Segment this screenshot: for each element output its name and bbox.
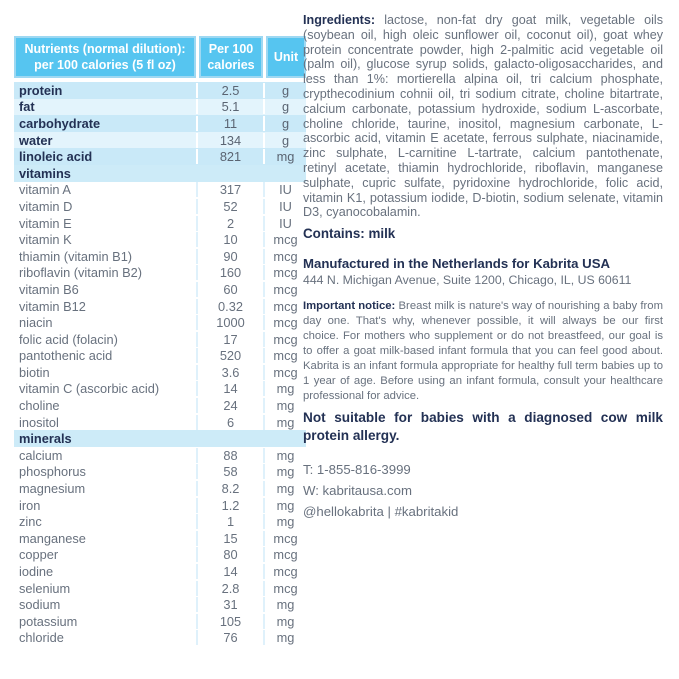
nutrient-unit: mg	[263, 464, 306, 479]
nutrient-name: vitamin A	[19, 182, 71, 198]
nutrient-name: vitamin B6	[19, 281, 79, 297]
nutrient-unit: mcg	[263, 232, 306, 247]
nutrient-name: protein	[19, 82, 63, 98]
nutrient-value: 90	[196, 249, 263, 264]
nutrient-unit: g	[263, 99, 306, 114]
nutrient-value: 1.2	[196, 498, 263, 513]
nutrient-row	[14, 381, 306, 398]
contact-block	[303, 459, 663, 522]
nutrient-unit: mg	[263, 597, 306, 612]
nutrient-unit: mg	[263, 614, 306, 629]
nutrient-unit: mcg	[263, 365, 306, 380]
nutrient-unit: mcg	[263, 249, 306, 264]
nutrient-value: 134	[196, 133, 263, 148]
ingredients-paragraph	[303, 13, 663, 220]
nutrient-name: pantothenic acid	[19, 348, 113, 364]
nutrient-name: iron	[19, 497, 41, 513]
ingredients-text: lactose, non-fat dry goat milk, vegetable oils (soybean oil, high oleic sunflower oil, coconut oil), goat whey protein concentrate powder, high 2-palmitic acid vegetable oil (palm oil), glucose syrup solids, galacto-oligosaccharides, and less than 1%: mortierella alpina oil, tri calcium phosphate, crypthecodinium cohnii oil, tri sodium citrate, choline bitartrate, calcium carbonate, potassium hydroxide, sodium L-ascorbate, choline chloride, taurine, inositol, magnesium carbonate, L-ascorbic acid, vitamin E acetate, ferrous sulphate, niacinamide, zinc sulphate, L-carnitine L-tartrate, calcium pantothenate, retinyl acetate, thiamin hydrochloride, riboflavin, manganese sulphate, cupric sulfate, pyridoxine hydrochloride, folic acid, vitamin K1, potassium iodide, D-biotin, sodium selenate, vitamin D3, cyanocobalamin.	[303, 13, 664, 220]
nutrient-name: thiamin (vitamin B1)	[19, 248, 133, 264]
nutrient-name: calcium	[19, 447, 63, 463]
nutrient-name: sodium	[19, 597, 61, 613]
nutrient-value: 8.2	[196, 481, 263, 496]
nutrient-row	[14, 397, 306, 414]
header-unit-column: Unit	[266, 36, 306, 78]
nutrient-value: 14	[196, 381, 263, 396]
right-text-column	[303, 13, 663, 522]
nutrient-value: 2	[196, 216, 263, 231]
nutrient-unit: mg	[263, 398, 306, 413]
important-notice-text: Breast milk is nature's way of nourishing a baby from day one. That's why, whenever possible, it will always be our first choice. For mothers who supplement or do not breastfeed, our goal is to offer a goat milk-based infant formula that you can feel good about. Kabrita is an infant formula appropriate for healthy full term babies up to 1 year of age. Before using an infant formula, consult your healthcare professional for advice.	[303, 300, 663, 403]
nutrient-name: vitamin C (ascorbic acid)	[19, 381, 160, 397]
nutrient-name: water	[19, 132, 53, 148]
nutrient-value: 80	[196, 547, 263, 562]
nutrient-unit: mg	[263, 149, 306, 164]
nutrient-unit: mg	[263, 381, 306, 396]
nutrient-value: 76	[196, 630, 263, 645]
nutrient-name: fat	[19, 99, 35, 115]
section-row-minerals	[14, 430, 306, 447]
nutrient-value: 14	[196, 564, 263, 579]
nutrient-value: 5.1	[196, 99, 263, 114]
nutrient-row	[14, 148, 306, 165]
contains-statement: Contains: milk	[303, 226, 396, 242]
nutrient-row	[14, 182, 306, 199]
nutrient-row	[14, 613, 306, 630]
nutrient-value: 17	[196, 332, 263, 347]
section-label: vitamins	[19, 165, 71, 181]
nutrient-unit: mcg	[263, 547, 306, 562]
nutrient-value: 1000	[196, 315, 263, 330]
nutrient-row	[14, 480, 306, 497]
nutrient-value: 160	[196, 265, 263, 280]
nutrient-row	[14, 231, 306, 248]
nutrient-row	[14, 348, 306, 365]
nutrient-unit: g	[263, 133, 306, 148]
nutrient-value: 52	[196, 199, 263, 214]
nutrient-row	[14, 547, 306, 564]
nutrient-name: carbohydrate	[19, 115, 101, 131]
nutrient-row	[14, 281, 306, 298]
nutrient-unit: mcg	[263, 299, 306, 314]
manufacturer-block	[303, 256, 663, 288]
nutrient-name: riboflavin (vitamin B2)	[19, 265, 143, 281]
nutrient-value: 11	[196, 116, 263, 131]
contact-website: W: kabritausa.com	[303, 483, 412, 499]
nutrient-value: 2.5	[196, 83, 263, 98]
nutrient-unit: mg	[263, 415, 306, 430]
allergy-warning: Not suitable for babies with a diagnosed cow milk protein allergy.	[303, 410, 663, 444]
nutrient-value: 10	[196, 232, 263, 247]
nutrient-unit: IU	[263, 216, 306, 231]
nutrient-row	[14, 132, 306, 149]
nutrient-name: chloride	[19, 630, 64, 646]
nutrient-row	[14, 215, 306, 232]
nutrient-name: copper	[19, 547, 59, 563]
nutrient-row	[14, 513, 306, 530]
nutrient-name: magnesium	[19, 481, 86, 497]
nutrient-unit: mcg	[263, 265, 306, 280]
nutrient-value: 3.6	[196, 365, 263, 380]
nutrient-name: potassium	[19, 613, 78, 629]
nutrient-value: 60	[196, 282, 263, 297]
nutrient-row	[14, 331, 306, 348]
important-notice-label: Important notice:	[303, 300, 396, 313]
nutrient-row	[14, 497, 306, 514]
nutrient-value: 105	[196, 614, 263, 629]
nutrient-value: 317	[196, 182, 263, 197]
nutrient-unit: mcg	[263, 348, 306, 363]
contact-phone: T: 1-855-816-3999	[303, 462, 411, 478]
nutrient-unit: mg	[263, 630, 306, 645]
nutrient-unit: mcg	[263, 315, 306, 330]
nutrient-name: niacin	[19, 315, 53, 331]
nutrient-name: folic acid (folacin)	[19, 331, 118, 347]
ingredients-label: Ingredients:	[303, 13, 376, 27]
nutrient-name: linoleic acid	[19, 149, 93, 165]
nutrient-value: 6	[196, 415, 263, 430]
nutrient-value: 520	[196, 348, 263, 363]
nutrient-row	[14, 630, 306, 647]
nutrient-row	[14, 580, 306, 597]
nutrient-name: vitamin B12	[19, 298, 86, 314]
nutrient-row	[14, 248, 306, 265]
nutrient-name: selenium	[19, 580, 71, 596]
nutrient-value: 821	[196, 149, 263, 164]
nutrient-unit: g	[263, 116, 306, 131]
nutrients-table-header	[14, 36, 306, 78]
nutrient-value: 1	[196, 514, 263, 529]
nutrient-row	[14, 563, 306, 580]
nutrient-value: 2.8	[196, 581, 263, 596]
nutrient-row	[14, 414, 306, 431]
nutrient-row	[14, 99, 306, 116]
nutrient-name: choline	[19, 398, 60, 414]
nutrient-name: vitamin D	[19, 198, 73, 214]
nutrient-value: 15	[196, 531, 263, 546]
nutrient-name: zinc	[19, 514, 42, 530]
nutrient-unit: mg	[263, 498, 306, 513]
nutrient-unit: mcg	[263, 282, 306, 297]
nutrient-row	[14, 265, 306, 282]
nutrient-value: 88	[196, 448, 263, 463]
nutrient-value: 58	[196, 464, 263, 479]
contact-social: @hellokabrita | #kabritakid	[303, 504, 459, 520]
nutrient-name: phosphorus	[19, 464, 86, 480]
nutrient-value: 24	[196, 398, 263, 413]
header-nutrients-column: Nutrients (normal dilution): per 100 calories (5 fl oz)	[14, 36, 196, 78]
nutrient-unit: IU	[263, 199, 306, 214]
nutrient-row	[14, 115, 306, 132]
nutrient-unit: mcg	[263, 332, 306, 347]
nutrient-unit: g	[263, 83, 306, 98]
section-row-vitamins	[14, 165, 306, 182]
nutrient-name: vitamin K	[19, 232, 72, 248]
important-notice-paragraph	[303, 299, 663, 404]
section-label: minerals	[19, 431, 72, 447]
nutrient-unit: mg	[263, 448, 306, 463]
nutrient-row	[14, 198, 306, 215]
nutrient-name: inositol	[19, 414, 59, 430]
nutrient-row	[14, 464, 306, 481]
nutrient-unit: IU	[263, 182, 306, 197]
nutrient-unit: mg	[263, 514, 306, 529]
nutrient-row	[14, 530, 306, 547]
nutrients-table	[14, 36, 306, 646]
nutrient-name: vitamin E	[19, 215, 72, 231]
nutrient-value: 0.32	[196, 299, 263, 314]
nutrient-row	[14, 596, 306, 613]
nutrient-unit: mg	[263, 481, 306, 496]
nutrient-value: 31	[196, 597, 263, 612]
nutrient-name: manganese	[19, 530, 86, 546]
nutrient-name: iodine	[19, 564, 54, 580]
nutrients-table-body	[14, 82, 306, 646]
nutrient-row	[14, 298, 306, 315]
nutrient-unit: mcg	[263, 531, 306, 546]
nutrient-row	[14, 82, 306, 99]
header-per-100-calories-column: Per 100 calories	[199, 36, 263, 78]
nutrient-unit: mcg	[263, 564, 306, 579]
nutrient-row	[14, 447, 306, 464]
nutrient-row	[14, 364, 306, 381]
nutrient-name: biotin	[19, 364, 50, 380]
nutrient-row	[14, 314, 306, 331]
manufacturer-address: 444 N. Michigan Avenue, Suite 1200, Chicago, IL, US 60611	[303, 273, 632, 288]
manufacturer-title: Manufactured in the Netherlands for Kabrita USA	[303, 256, 611, 272]
nutrient-unit: mcg	[263, 581, 306, 596]
